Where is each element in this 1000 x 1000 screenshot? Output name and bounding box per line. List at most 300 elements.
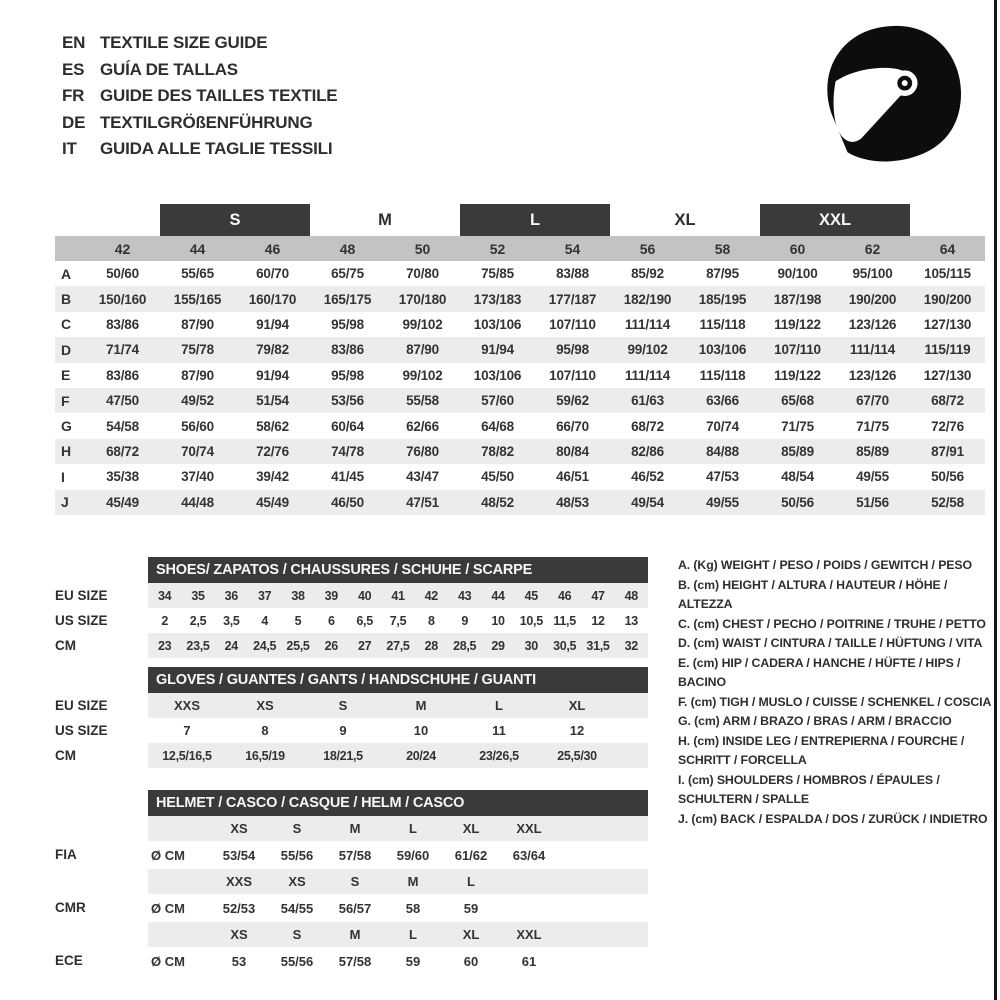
language-title-list — [62, 30, 337, 163]
size-column-header: 58 — [714, 240, 731, 257]
table-cell: 59/62 — [556, 393, 589, 409]
table-cell: 3,5 — [223, 613, 240, 628]
table-cell: 10,5 — [519, 613, 543, 628]
table-cell: 87/90 — [181, 316, 214, 332]
size-header: S — [350, 874, 360, 889]
helmet-value-row — [148, 947, 648, 975]
table-cell: 47/51 — [406, 494, 439, 510]
size-column-header: 56 — [639, 240, 656, 257]
table-cell: 99/102 — [402, 316, 443, 332]
table-cell: 23,5 — [186, 638, 210, 653]
table-cell: 91/94 — [481, 342, 514, 358]
table-cell: 57/58 — [338, 953, 372, 969]
table-cell: 36 — [224, 588, 238, 603]
table-cell: 111/114 — [849, 342, 896, 358]
table-cell: 49/55 — [706, 494, 739, 510]
table-cell: 59 — [405, 953, 421, 969]
helmet-table-content — [148, 790, 648, 975]
row-label: H — [61, 443, 71, 460]
table-cell: M — [415, 698, 427, 713]
table-cell: L — [495, 698, 503, 713]
table-cell: 10 — [413, 723, 429, 738]
language-row — [62, 110, 337, 137]
table-cell: 85/89 — [856, 443, 889, 459]
table-cell: 115/118 — [699, 316, 746, 332]
textile-group-row — [55, 204, 985, 236]
table-cell: 95/98 — [556, 342, 589, 358]
table-cell: 26 — [324, 638, 338, 653]
size-header: L — [409, 927, 417, 942]
table-cell: 91/94 — [256, 367, 289, 383]
language-code: DE — [62, 112, 86, 132]
table-cell: 177/187 — [548, 291, 597, 307]
table-cell: 53/56 — [331, 393, 364, 409]
table-cell: 23 — [158, 638, 172, 653]
table-cell: 47/50 — [106, 393, 139, 409]
helmet-value-row — [148, 894, 648, 922]
table-cell: 165/175 — [323, 291, 372, 307]
size-header: XXL — [516, 927, 542, 942]
table-cell: 2,5 — [189, 613, 207, 628]
table-cell: 18/21,5 — [323, 748, 363, 763]
table-cell: 103/106 — [473, 367, 522, 383]
table-cell: 78/82 — [481, 443, 514, 459]
textile-row-G — [55, 413, 985, 438]
row-label: E — [61, 367, 71, 384]
language-code: FR — [62, 86, 85, 105]
row-label: D — [61, 341, 71, 358]
table-cell: 60/64 — [331, 418, 364, 434]
table-cell: 46/50 — [331, 494, 364, 510]
page-edge-line — [994, 0, 997, 1000]
helmet-standard-label: CMR — [55, 900, 86, 915]
table-cell: 2 — [161, 613, 168, 628]
table-cell: 85/92 — [631, 266, 664, 282]
table-cell: 11 — [492, 723, 506, 738]
table-cell: 41/45 — [331, 469, 364, 485]
textile-row-B — [55, 286, 985, 311]
table-cell: 123/126 — [848, 316, 897, 332]
language-code: EN — [62, 33, 86, 52]
helmet-size-row — [148, 869, 648, 894]
table-cell: 87/90 — [406, 342, 439, 358]
table-cell: 13 — [624, 613, 638, 628]
size-header: M — [349, 821, 361, 836]
table-cell: 103/106 — [473, 316, 522, 332]
table-cell: 51/56 — [856, 494, 889, 510]
table-cell: 65/68 — [781, 393, 814, 409]
table-cell: 7 — [183, 723, 191, 738]
textile-row-E — [55, 363, 985, 388]
textile-row-H — [55, 439, 985, 464]
table-cell: 83/86 — [331, 342, 364, 358]
size-group-XL: XL — [674, 210, 696, 229]
table-cell: 54/55 — [280, 900, 314, 916]
table-cell: 20/24 — [406, 748, 436, 763]
shoes-table-content — [148, 557, 648, 658]
table-cell: 76/80 — [406, 443, 439, 459]
table-cell: 39/42 — [256, 469, 289, 485]
table-cell: 63/66 — [706, 393, 739, 409]
language-title: GUIDE DES TAILLES TEXTILE — [100, 86, 338, 105]
table-cell: 82/86 — [631, 443, 664, 459]
table-cell: 37 — [258, 588, 272, 603]
size-column-header: 42 — [114, 240, 131, 257]
table-cell: 63/64 — [512, 847, 546, 863]
language-title: TEXTILE SIZE GUIDE — [100, 33, 268, 52]
table-cell: 53 — [231, 953, 247, 969]
size-column-header: 64 — [939, 240, 956, 257]
table-cell: 70/74 — [706, 418, 739, 434]
table-cell: 150/160 — [98, 291, 147, 307]
table-cell: 45 — [524, 588, 538, 603]
shoes-data-row — [148, 608, 648, 633]
table-cell: 46 — [558, 588, 572, 603]
diameter-label: Ø CM — [151, 900, 185, 916]
table-cell: 55/56 — [280, 953, 314, 969]
language-code: IT — [62, 139, 77, 158]
table-cell: 35 — [191, 588, 205, 603]
table-cell: 55/56 — [280, 847, 314, 863]
size-column-header: 54 — [564, 240, 581, 257]
row-label: I — [61, 468, 65, 485]
table-cell: 185/195 — [698, 291, 747, 307]
row-label: B — [61, 291, 71, 308]
table-cell: 29 — [491, 638, 505, 653]
size-header: L — [409, 821, 417, 836]
table-cell: 105/115 — [924, 266, 971, 282]
table-cell: 83/86 — [106, 367, 139, 383]
table-cell: 12,5/16,5 — [162, 748, 212, 763]
shoes-table-rows — [148, 583, 648, 658]
size-column-header: 44 — [189, 240, 206, 257]
row-label: J — [61, 494, 69, 511]
language-code: ES — [62, 59, 85, 79]
table-cell: 91/94 — [256, 316, 289, 332]
helmet-size-row — [148, 816, 648, 841]
helmet-value-row — [148, 841, 648, 869]
legend-item: B. (cm) HEIGHT / ALTURA / HAUTEUR / HÖHE / ALTEZZA — [678, 577, 948, 611]
language-row — [62, 30, 337, 57]
table-cell: XXS — [173, 698, 200, 713]
size-header: S — [292, 927, 302, 942]
table-cell: 43 — [458, 588, 472, 603]
gloves-data-row — [148, 718, 648, 743]
table-cell: 8 — [427, 613, 435, 628]
table-cell: 107/110 — [549, 316, 596, 332]
table-cell: 111/114 — [624, 316, 671, 332]
table-cell: 54/58 — [106, 418, 139, 434]
table-cell: 39 — [324, 588, 338, 603]
table-cell: 50/56 — [781, 494, 814, 510]
table-cell: 35/38 — [106, 469, 139, 485]
table-cell: 70/74 — [181, 443, 214, 459]
gloves-table-content — [148, 667, 648, 768]
size-column-header: 62 — [864, 240, 881, 257]
table-cell: 61 — [521, 953, 537, 969]
textile-row-C — [55, 312, 985, 337]
row-label: US SIZE — [55, 723, 108, 738]
table-cell: 107/110 — [774, 342, 821, 358]
table-cell: 32 — [624, 638, 638, 653]
table-cell: 57/58 — [338, 847, 372, 863]
textile-row-J — [55, 490, 985, 515]
table-cell: 30,5 — [553, 638, 577, 653]
table-cell: 57/60 — [481, 393, 514, 409]
table-cell: 83/88 — [556, 266, 589, 282]
table-cell: 111/114 — [624, 367, 671, 383]
language-title: TEXTILGRÖßENFÜHRUNG — [100, 112, 313, 132]
table-cell: 48/53 — [556, 494, 589, 510]
table-cell: 70/80 — [406, 266, 439, 282]
table-cell: 38 — [291, 588, 305, 603]
language-title: GUÍA DE TALLAS — [100, 59, 238, 79]
table-cell: 25,5 — [286, 638, 310, 653]
row-label: US SIZE — [55, 613, 108, 628]
table-cell: 66/70 — [556, 418, 589, 434]
textile-table-body — [55, 261, 985, 515]
table-cell: 49/54 — [631, 494, 664, 510]
language-row — [62, 57, 337, 84]
legend-item: H. (cm) INSIDE LEG / ENTREPIERNA / FOURCHE / SCHRITT / FORCELLA — [678, 733, 965, 767]
table-cell: 48/52 — [481, 494, 514, 510]
table-cell: 90/100 — [777, 266, 818, 282]
table-cell: 115/118 — [699, 367, 746, 383]
table-cell: 47/53 — [706, 469, 739, 485]
full-face-helmet-icon — [802, 20, 968, 168]
table-cell: 31,5 — [586, 638, 610, 653]
table-cell: 27 — [358, 638, 372, 653]
row-label: CM — [55, 748, 76, 763]
table-cell: 7,5 — [389, 613, 407, 628]
gloves-row-labels — [55, 667, 147, 768]
table-cell: 190/200 — [923, 291, 972, 307]
textile-row-A — [55, 261, 985, 286]
table-cell: 28 — [424, 638, 438, 653]
table-cell: 44 — [491, 588, 505, 603]
size-header: XS — [288, 874, 306, 889]
table-cell: 4 — [261, 613, 268, 628]
gloves-table-rows — [148, 693, 648, 768]
textile-row-I — [55, 464, 985, 489]
size-header: XXS — [225, 874, 252, 889]
table-cell: 65/75 — [331, 266, 364, 282]
table-cell: 6 — [327, 613, 335, 628]
table-cell: 56/60 — [181, 418, 214, 434]
table-cell: 67/70 — [856, 393, 889, 409]
gloves-table-title: GLOVES / GUANTES / GANTS / HANDSCHUHE / GUANTI — [148, 667, 648, 693]
row-label: CM — [55, 638, 76, 653]
table-cell: 119/122 — [774, 316, 821, 332]
table-cell: 190/200 — [848, 291, 897, 307]
table-cell: 115/119 — [924, 342, 971, 358]
table-cell: 9 — [461, 613, 468, 628]
table-cell: XS — [256, 698, 274, 713]
table-cell: 58/62 — [256, 418, 289, 434]
measurement-legend — [678, 556, 996, 829]
row-label: G — [61, 418, 72, 435]
table-cell: 123/126 — [848, 367, 897, 383]
table-cell: 155/165 — [173, 291, 222, 307]
size-header: XS — [230, 821, 248, 836]
table-cell: 62/66 — [406, 418, 439, 434]
table-cell: 61/63 — [631, 393, 664, 409]
table-cell: 119/122 — [774, 367, 821, 383]
table-cell: 45/49 — [106, 494, 139, 510]
textile-row-D — [55, 337, 985, 362]
table-cell: 71/74 — [106, 342, 139, 358]
size-header: L — [467, 874, 475, 889]
table-cell: 55/65 — [181, 266, 214, 282]
table-cell: 127/130 — [923, 367, 972, 383]
table-cell: 60 — [463, 953, 479, 969]
table-cell: S — [338, 698, 348, 713]
table-cell: 56/57 — [338, 900, 372, 916]
table-cell: 6,5 — [356, 613, 373, 628]
table-cell: 85/89 — [781, 443, 814, 459]
table-cell: 173/183 — [473, 291, 522, 307]
table-cell: 11,5 — [553, 613, 576, 628]
table-cell: 83/86 — [106, 316, 139, 332]
legend-item: E. (cm) HIP / CADERA / HANCHE / HÜFTE / HIPS / BACINO — [678, 655, 961, 689]
table-cell: 68/72 — [106, 443, 139, 459]
row-label: EU SIZE — [55, 698, 108, 713]
table-cell: 71/75 — [781, 418, 814, 434]
gloves-data-row — [148, 693, 648, 718]
table-cell: 25,5/30 — [557, 748, 597, 763]
table-cell: 182/190 — [623, 291, 672, 307]
legend-item: I. (cm) SHOULDERS / HOMBROS / ÉPAULES / SCHULTERN / SPALLE — [678, 772, 940, 806]
diameter-label: Ø CM — [151, 847, 185, 863]
table-cell: 72/76 — [256, 443, 289, 459]
textile-size-table — [55, 204, 985, 515]
table-cell: 99/102 — [402, 367, 443, 383]
table-cell: 46/51 — [556, 469, 589, 485]
table-cell: 52/53 — [222, 900, 256, 916]
helmet-size-row — [148, 922, 648, 947]
table-cell: 87/95 — [706, 266, 739, 282]
language-row — [62, 83, 337, 110]
gloves-data-row — [148, 743, 648, 768]
legend-item: A. (Kg) WEIGHT / PESO / POIDS / GEWITCH / PESO — [678, 558, 972, 572]
size-header: XL — [462, 927, 480, 942]
helmet-standard-label: ECE — [55, 953, 83, 968]
size-header: M — [407, 874, 419, 889]
table-cell: 45/49 — [256, 494, 289, 510]
table-cell: 95/98 — [331, 367, 364, 383]
legend-item: C. (cm) CHEST / PECHO / POITRINE / TRUHE / PETTO — [678, 616, 986, 631]
shoes-data-row — [148, 583, 648, 608]
table-cell: 95/100 — [852, 266, 893, 282]
table-cell: 59/60 — [396, 847, 430, 863]
table-cell: 52/58 — [931, 494, 964, 510]
table-cell: 58 — [405, 900, 421, 916]
table-cell: 24,5 — [253, 638, 277, 653]
row-label: F — [61, 392, 70, 409]
table-cell: 44/48 — [181, 494, 214, 510]
shoes-data-row — [148, 633, 648, 658]
legend-item: J. (cm) BACK / ESPALDA / DOS / ZURÜCK / INDIETRO — [678, 811, 988, 826]
table-cell: 170/180 — [398, 291, 447, 307]
table-cell: 79/82 — [256, 342, 289, 358]
size-header: XL — [462, 821, 480, 836]
table-cell: 10 — [491, 613, 505, 628]
table-cell: 68/72 — [631, 418, 664, 434]
row-label: C — [61, 316, 71, 333]
table-cell: 160/170 — [248, 291, 297, 307]
table-cell: 53/54 — [222, 847, 256, 863]
table-cell: 75/85 — [481, 266, 514, 282]
table-cell: 5 — [294, 613, 302, 628]
size-group-XXL: XXL — [760, 204, 910, 236]
table-cell: 48 — [624, 588, 638, 603]
legend-item: G. (cm) ARM / BRAZO / BRAS / ARM / BRACCIO — [678, 714, 952, 728]
table-cell: 187/198 — [773, 291, 822, 307]
table-cell: 50/56 — [931, 469, 964, 485]
size-group-L: L — [460, 204, 610, 236]
size-group-S: S — [160, 204, 310, 236]
table-cell: 60/70 — [256, 266, 289, 282]
table-cell: 42 — [424, 588, 438, 603]
row-label: A — [61, 265, 71, 282]
helmet-table-title: HELMET / CASCO / CASQUE / HELM / CASCO — [148, 790, 648, 816]
size-column-header: 50 — [414, 240, 431, 257]
helmet-table-rows — [148, 816, 648, 975]
table-cell: 51/54 — [256, 393, 289, 409]
table-cell: 64/68 — [481, 418, 514, 434]
size-column-header: 48 — [339, 240, 356, 257]
shoes-table-title: SHOES/ ZAPATOS / CHAUSSURES / SCHUHE / SCARPE — [148, 557, 648, 583]
table-cell: 41 — [391, 588, 405, 603]
size-group-M: M — [378, 210, 392, 229]
size-header: XS — [230, 927, 248, 942]
table-cell: XL — [568, 698, 586, 713]
table-cell: 59 — [463, 900, 479, 916]
table-cell: 48/54 — [781, 469, 814, 485]
table-cell: 49/52 — [181, 393, 214, 409]
table-cell: 95/98 — [331, 316, 364, 332]
table-cell: 24 — [224, 638, 238, 653]
table-cell: 34 — [158, 588, 172, 603]
diameter-label: Ø CM — [151, 953, 185, 969]
table-cell: 28,5 — [453, 638, 477, 653]
table-cell: 40 — [358, 588, 372, 603]
textile-number-row — [55, 236, 985, 261]
table-cell: 68/72 — [931, 393, 964, 409]
table-cell: 16,5/19 — [245, 748, 285, 763]
table-cell: 71/75 — [856, 418, 889, 434]
table-cell: 61/62 — [454, 847, 488, 863]
table-cell: 99/102 — [627, 342, 668, 358]
table-cell: 50/60 — [106, 266, 139, 282]
language-row — [62, 136, 337, 163]
table-cell: 23/26,5 — [479, 748, 519, 763]
size-column-header: 52 — [489, 240, 506, 257]
table-cell: 37/40 — [181, 469, 214, 485]
table-cell: 75/78 — [181, 342, 214, 358]
table-cell: 127/130 — [923, 316, 972, 332]
size-header: XXL — [516, 821, 542, 836]
table-cell: 45/50 — [481, 469, 514, 485]
table-cell: 103/106 — [698, 342, 747, 358]
table-cell: 49/55 — [856, 469, 889, 485]
table-cell: 80/84 — [556, 443, 589, 459]
size-column-header: 46 — [264, 240, 281, 257]
table-cell: 12 — [591, 613, 605, 628]
size-header: S — [292, 821, 302, 836]
table-cell: 84/88 — [706, 443, 739, 459]
legend-item: F. (cm) TIGH / MUSLO / CUISSE / SCHENKEL / COSCIA — [678, 694, 992, 709]
